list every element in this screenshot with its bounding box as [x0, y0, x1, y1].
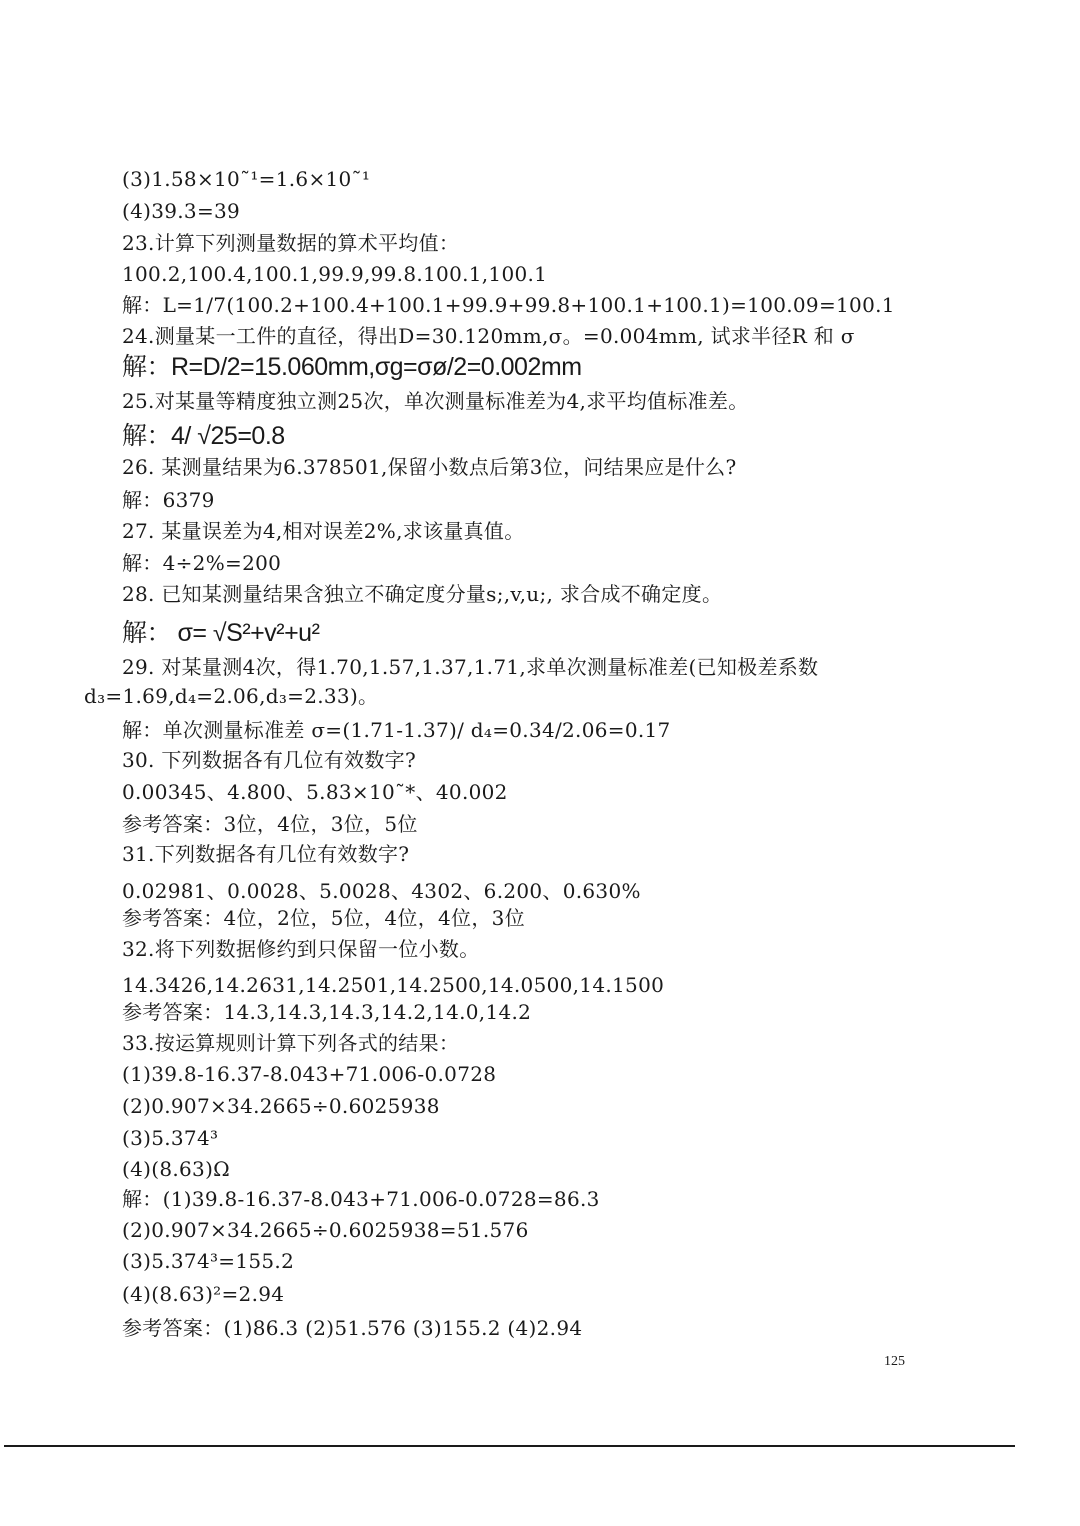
answer-23: 解：L=1/7(100.2+100.4+100.1+99.9+99.8+100.1+100.1)=100.09=100.1 [122, 293, 895, 317]
question-31-data: 0.02981、0.0028、5.0028、4302、6.200、0.630% [122, 879, 641, 903]
question-33: 33.按运算规则计算下列各式的结果： [122, 1031, 460, 1055]
question-27: 27. 某量误差为4,相对误差2%,求该量真值。 [122, 519, 525, 543]
answer-25: 解：4/ √25=0.8 [122, 422, 285, 450]
reference-answer-33: 参考答案：(1)86.3 (2)51.576 (3)155.2 (4)2.94 [122, 1316, 583, 1340]
answer-26: 解：6379 [122, 488, 215, 512]
calc-item-4: (4)39.3=39 [122, 199, 241, 223]
question-33-item-2: (2)0.907×34.2665÷0.6025938 [122, 1094, 440, 1118]
answer-32: 参考答案：14.3,14.3,14.3,14.2,14.0,14.2 [122, 1000, 532, 1024]
question-33-item-3: (3)5.374³ [122, 1126, 219, 1150]
question-32-data: 14.3426,14.2631,14.2501,14.2500,14.0500,14.1500 [122, 973, 665, 997]
answer-30: 参考答案：3位，4位，3位，5位 [122, 812, 418, 836]
question-24: 24.测量某一工件的直径，得出D=30.120mm,σ。=0.004mm, 试求半径R 和 σ [122, 324, 855, 348]
question-28: 28. 已知某测量结果含独立不确定度分量s;,v,u;, 求合成不确定度。 [122, 582, 723, 606]
question-33-item-4: (4)(8.63)Ω [122, 1157, 231, 1181]
answer-31: 参考答案：4位，2位，5位，4位，4位，3位 [122, 906, 525, 930]
answer-29: 解：单次测量标准差 σ=(1.71-1.37)/ d₄=0.34/2.06=0.17 [122, 718, 671, 742]
answer-28: 解： σ= √S²+v²+u² [122, 619, 320, 647]
question-33-item-1: (1)39.8-16.37-8.043+71.006-0.0728 [122, 1062, 497, 1086]
question-31: 31.下列数据各有几位有效数字? [122, 842, 410, 866]
question-23: 23.计算下列测量数据的算术平均值： [122, 231, 460, 255]
question-32: 32.将下列数据修约到只保留一位小数。 [122, 937, 480, 961]
question-30-data: 0.00345、4.800、5.83×10˜*、40.002 [122, 780, 508, 804]
footer-rule [4, 1445, 1015, 1447]
answer-33-item-4: (4)(8.63)²=2.94 [122, 1282, 285, 1306]
calc-item-3: (3)1.58×10˜¹=1.6×10˜¹ [122, 167, 371, 191]
question-29-line-1: 29. 对某量测4次，得1.70,1.57,1.37,1.71,求单次测量标准差(已知极差系数 [122, 655, 819, 679]
answer-33-item-2: (2)0.907×34.2665÷0.6025938=51.576 [122, 1218, 529, 1242]
page-number: 125 [884, 1354, 905, 1369]
answer-33-item-3: (3)5.374³=155.2 [122, 1249, 295, 1273]
question-23-data: 100.2,100.4,100.1,99.9,99.8.100.1,100.1 [122, 262, 548, 286]
question-25: 25.对某量等精度独立测25次，单次测量标准差为4,求平均值标准差。 [122, 389, 749, 413]
question-30: 30. 下列数据各有几位有效数字? [122, 748, 416, 772]
answer-27: 解：4÷2%=200 [122, 551, 282, 575]
answer-24: 解：R=D/2=15.060mm,σg=σø/2=0.002mm [122, 353, 582, 381]
question-26: 26. 某测量结果为6.378501,保留小数点后第3位，问结果应是什么? [122, 455, 737, 479]
answer-33-item-1: 解：(1)39.8-16.37-8.043+71.006-0.0728=86.3 [122, 1187, 600, 1211]
question-29-line-2: d₃=1.69,d₄=2.06,d₃=2.33)。 [84, 684, 379, 708]
